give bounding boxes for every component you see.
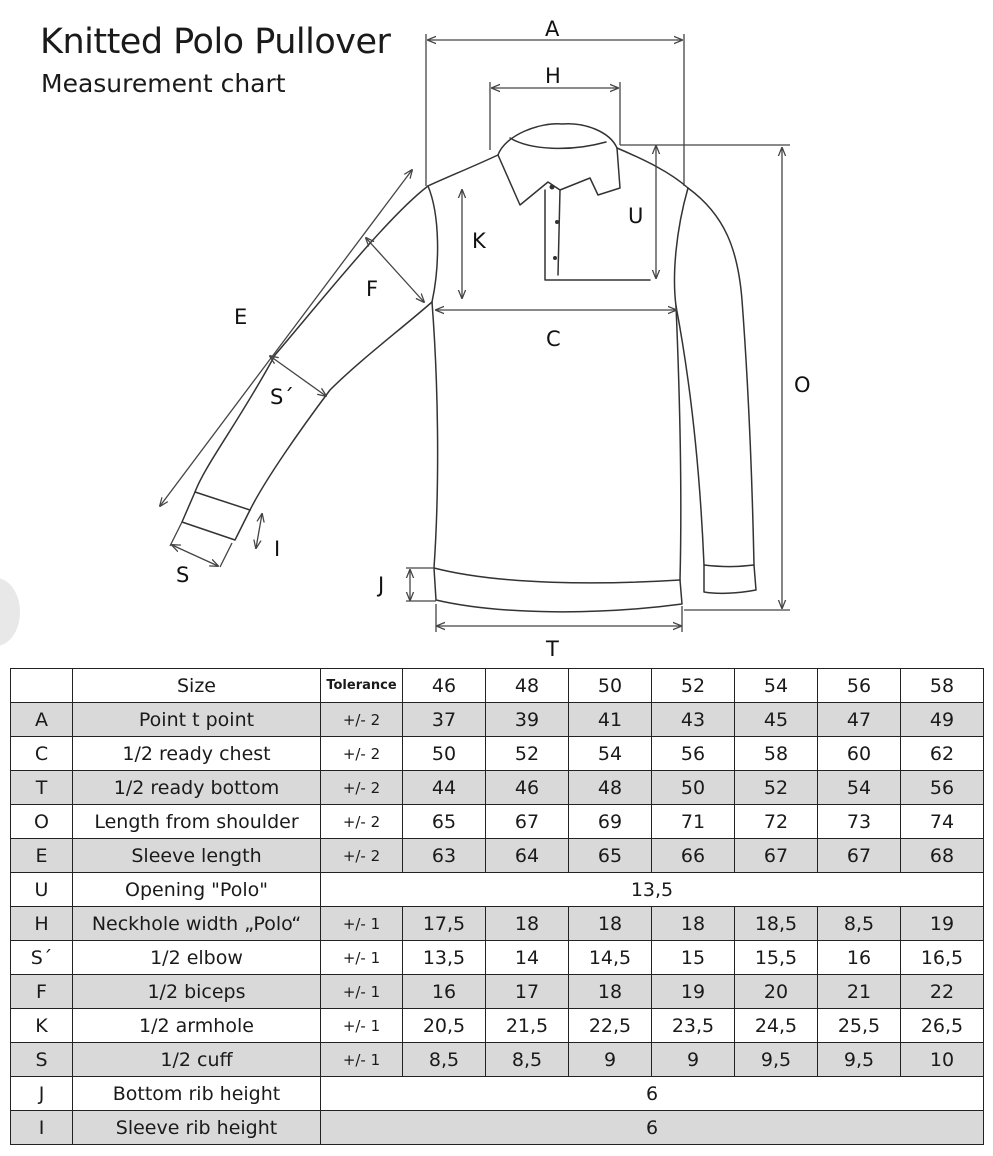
- label-a: A: [545, 17, 560, 41]
- label-f: F: [366, 277, 379, 301]
- header-size-56: 56: [818, 669, 901, 703]
- row-value: 56: [652, 737, 735, 771]
- row-value: 60: [818, 737, 901, 771]
- table-row: [11, 1043, 984, 1077]
- row-value: 22,5: [569, 1009, 652, 1043]
- row-value: 21: [818, 975, 901, 1009]
- row-value: 49: [901, 703, 984, 737]
- row-code: I: [11, 1111, 73, 1145]
- row-value: 19: [901, 907, 984, 941]
- row-value: 16: [403, 975, 486, 1009]
- row-value: 8,5: [486, 1043, 569, 1077]
- row-value: 50: [403, 737, 486, 771]
- table-row: [11, 703, 984, 737]
- row-value: 13,5: [403, 941, 486, 975]
- row-measurement-name: 1/2 biceps: [73, 975, 321, 1009]
- row-value: 20,5: [403, 1009, 486, 1043]
- row-measurement-name: Sleeve length: [73, 839, 321, 873]
- label-c: C: [546, 327, 561, 351]
- page-subtitle: Measurement chart: [41, 69, 286, 98]
- row-measurement-name: Opening "Polo": [73, 873, 321, 907]
- label-i: I: [274, 537, 281, 561]
- row-value: 48: [569, 771, 652, 805]
- row-tolerance: +/- 2: [321, 771, 403, 805]
- dimension-lines: [160, 34, 790, 632]
- row-code: O: [11, 805, 73, 839]
- row-value: 17: [486, 975, 569, 1009]
- row-value: 25,5: [818, 1009, 901, 1043]
- row-value: 52: [486, 737, 569, 771]
- header-size-46: 46: [403, 669, 486, 703]
- row-value: 16,5: [901, 941, 984, 975]
- row-value: 10: [901, 1043, 984, 1077]
- row-value: 16: [818, 941, 901, 975]
- row-tolerance: +/- 2: [321, 805, 403, 839]
- row-value: 8,5: [403, 1043, 486, 1077]
- row-value: 24,5: [735, 1009, 818, 1043]
- row-tolerance: +/- 1: [321, 1009, 403, 1043]
- row-value: 37: [403, 703, 486, 737]
- row-value: 73: [818, 805, 901, 839]
- row-value: 74: [901, 805, 984, 839]
- row-value: 23,5: [652, 1009, 735, 1043]
- row-value: 45: [735, 703, 818, 737]
- row-tolerance: +/- 1: [321, 907, 403, 941]
- header-size-54: 54: [735, 669, 818, 703]
- row-value: 44: [403, 771, 486, 805]
- row-code: T: [11, 771, 73, 805]
- row-value: 71: [652, 805, 735, 839]
- header-size-48: 48: [486, 669, 569, 703]
- label-o: O: [794, 373, 811, 397]
- row-code: S´: [11, 941, 73, 975]
- row-code: S: [11, 1043, 73, 1077]
- row-value: 39: [486, 703, 569, 737]
- row-code: K: [11, 1009, 73, 1043]
- row-value: 22: [901, 975, 984, 1009]
- row-value: 54: [569, 737, 652, 771]
- row-code: C: [11, 737, 73, 771]
- row-value: 72: [735, 805, 818, 839]
- row-value: 15,5: [735, 941, 818, 975]
- row-value: 43: [652, 703, 735, 737]
- row-measurement-name: 1/2 elbow: [73, 941, 321, 975]
- header-size-cell: Size: [73, 669, 321, 703]
- row-value: 56: [901, 771, 984, 805]
- header-tolerance-cell: Tolerance: [321, 669, 403, 703]
- row-measurement-name: 1/2 armhole: [73, 1009, 321, 1043]
- label-j: J: [378, 573, 385, 597]
- row-measurement-name: 1/2 ready bottom: [73, 771, 321, 805]
- row-value: 17,5: [403, 907, 486, 941]
- size-table: [10, 668, 984, 1145]
- row-value: 14: [486, 941, 569, 975]
- row-value: 18: [569, 975, 652, 1009]
- row-value: 14,5: [569, 941, 652, 975]
- row-measurement-name: 1/2 cuff: [73, 1043, 321, 1077]
- row-measurement-name: 1/2 ready chest: [73, 737, 321, 771]
- row-value: 58: [735, 737, 818, 771]
- row-measurement-name: Point t point: [73, 703, 321, 737]
- table-row: [11, 873, 984, 907]
- row-span-value: 6: [321, 1111, 984, 1145]
- row-value: 66: [652, 839, 735, 873]
- row-value: 62: [901, 737, 984, 771]
- row-value: 41: [569, 703, 652, 737]
- page-title: Knitted Polo Pullover: [40, 22, 391, 62]
- row-value: 18,5: [735, 907, 818, 941]
- row-value: 20: [735, 975, 818, 1009]
- table-header-row: [11, 669, 984, 703]
- table-row: [11, 1111, 984, 1145]
- row-value: 54: [818, 771, 901, 805]
- table-row: [11, 907, 984, 941]
- table-row: [11, 975, 984, 1009]
- dim-i: [256, 514, 262, 548]
- row-value: 18: [652, 907, 735, 941]
- row-value: 67: [486, 805, 569, 839]
- row-value: 18: [569, 907, 652, 941]
- table-row: [11, 737, 984, 771]
- pullover-outline: [182, 124, 756, 612]
- row-value: 9: [652, 1043, 735, 1077]
- label-e: E: [234, 305, 248, 329]
- row-tolerance: +/- 1: [321, 941, 403, 975]
- header-size-58: 58: [901, 669, 984, 703]
- row-value: 69: [569, 805, 652, 839]
- row-span-value: 13,5: [321, 873, 984, 907]
- row-tolerance: +/- 1: [321, 1043, 403, 1077]
- row-value: 15: [652, 941, 735, 975]
- row-code: H: [11, 907, 73, 941]
- header-size-52: 52: [652, 669, 735, 703]
- row-tolerance: +/- 2: [321, 703, 403, 737]
- row-tolerance: +/- 2: [321, 737, 403, 771]
- row-value: 9,5: [735, 1043, 818, 1077]
- row-value: 8,5: [818, 907, 901, 941]
- label-h: H: [545, 64, 561, 88]
- header-code-cell: [11, 669, 73, 703]
- row-value: 21,5: [486, 1009, 569, 1043]
- row-code: E: [11, 839, 73, 873]
- row-value: 64: [486, 839, 569, 873]
- row-value: 26,5: [901, 1009, 984, 1043]
- row-code: J: [11, 1077, 73, 1111]
- row-value: 19: [652, 975, 735, 1009]
- row-span-value: 6: [321, 1077, 984, 1111]
- row-measurement-name: Bottom rib height: [73, 1077, 321, 1111]
- row-measurement-name: Sleeve rib height: [73, 1111, 321, 1145]
- row-value: 9: [569, 1043, 652, 1077]
- row-value: 18: [486, 907, 569, 941]
- row-value: 47: [818, 703, 901, 737]
- table-row: [11, 1077, 984, 1111]
- dim-e: [160, 170, 412, 506]
- row-value: 46: [486, 771, 569, 805]
- row-value: 67: [735, 839, 818, 873]
- row-measurement-name: Neckhole width „Polo“: [73, 907, 321, 941]
- table-row: [11, 771, 984, 805]
- table-row: [11, 941, 984, 975]
- table-row: [11, 1009, 984, 1043]
- label-t: T: [546, 637, 559, 661]
- row-tolerance: +/- 2: [321, 839, 403, 873]
- label-k: K: [472, 229, 486, 253]
- row-value: 65: [569, 839, 652, 873]
- row-code: A: [11, 703, 73, 737]
- row-value: 65: [403, 805, 486, 839]
- table-row: [11, 805, 984, 839]
- row-code: F: [11, 975, 73, 1009]
- row-measurement-name: Length from shoulder: [73, 805, 321, 839]
- row-value: 9,5: [818, 1043, 901, 1077]
- row-tolerance: +/- 1: [321, 975, 403, 1009]
- label-s-prime: S´: [270, 385, 294, 409]
- row-value: 52: [735, 771, 818, 805]
- row-value: 63: [403, 839, 486, 873]
- label-u: U: [628, 204, 644, 228]
- header-size-50: 50: [569, 669, 652, 703]
- row-value: 67: [818, 839, 901, 873]
- row-value: 50: [652, 771, 735, 805]
- label-s: S: [176, 563, 190, 587]
- row-value: 68: [901, 839, 984, 873]
- table-row: [11, 839, 984, 873]
- row-code: U: [11, 873, 73, 907]
